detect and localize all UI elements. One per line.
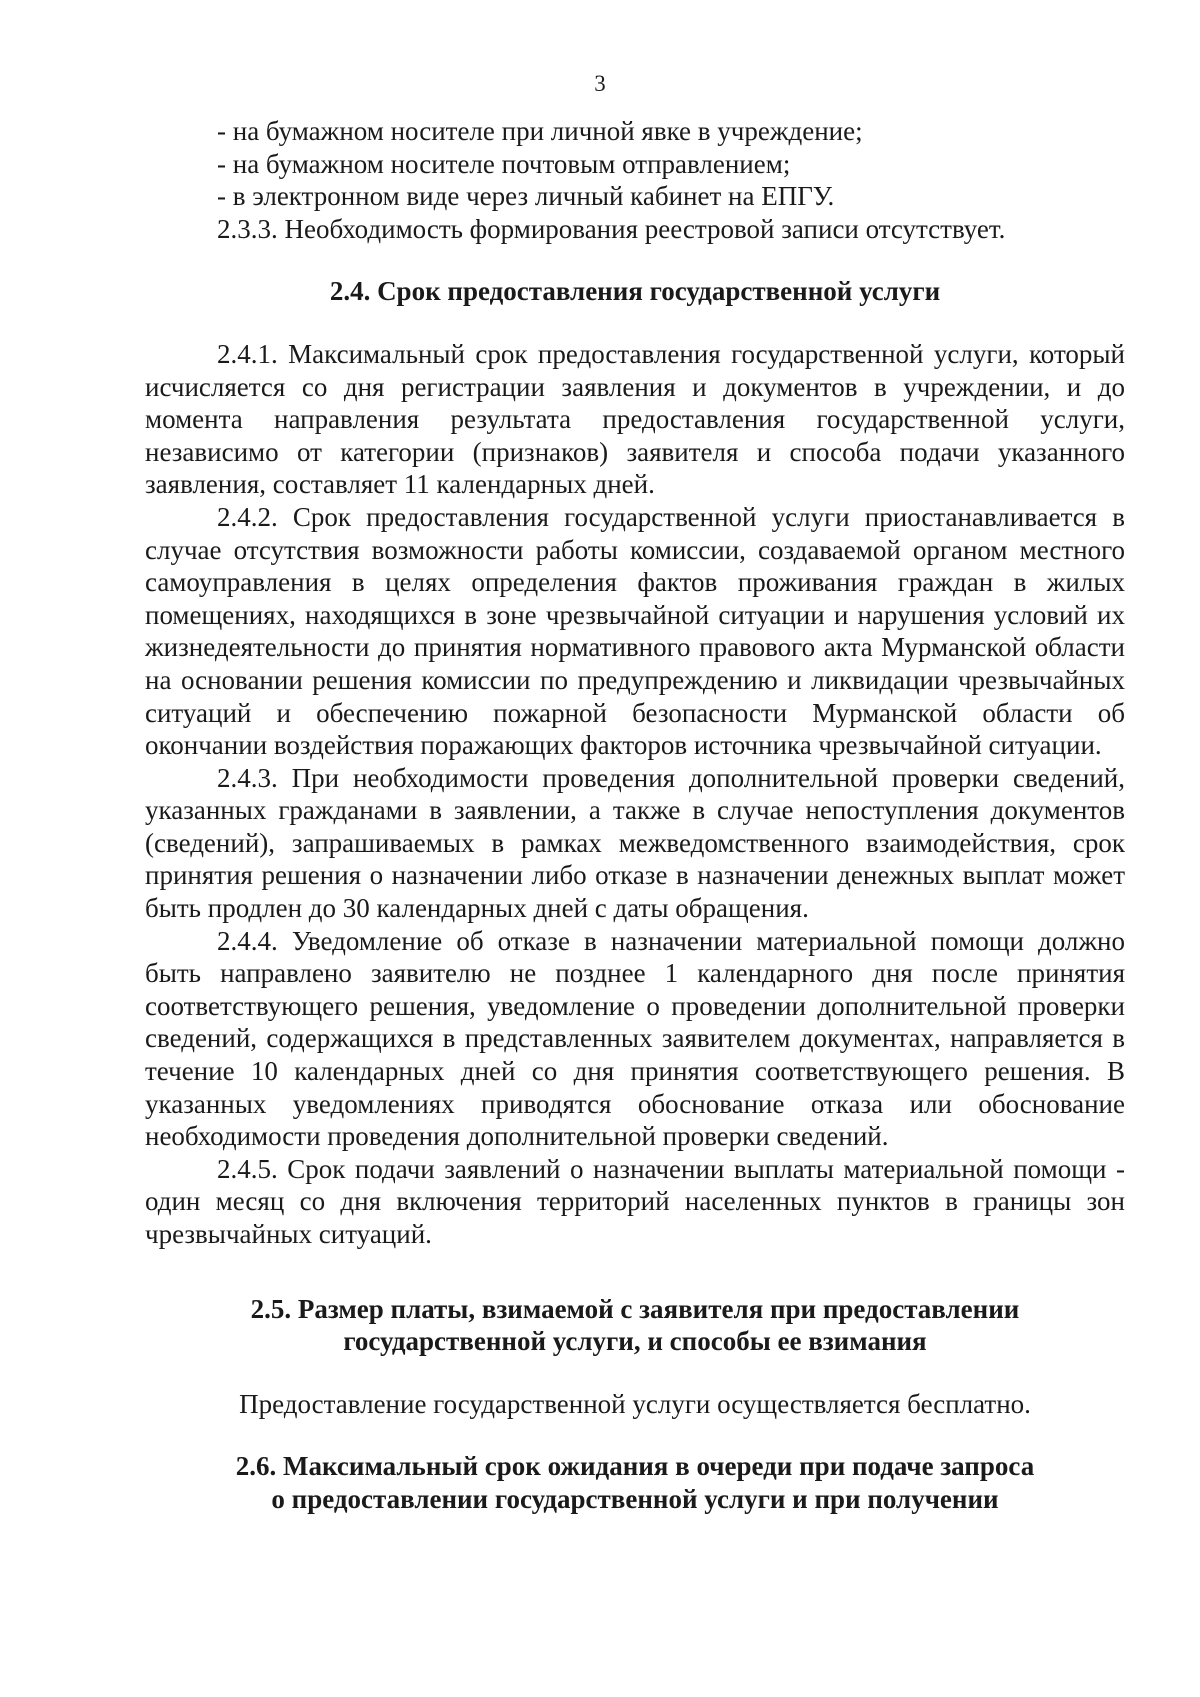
section-heading-2-6-line-2: о предоставлении государственной услуги и при получении xyxy=(271,1483,999,1514)
section-heading-2-6 xyxy=(145,1450,1125,1515)
paragraph-2-4-4: 2.4.4. Уведомление об отказе в назначении материальной помощи должно быть направлено заявителю не позднее 1 календарного дня после принятия соответствующего решения, уведомление о проведении дополнительной проверки сведений, содержащихся в представленных заявителем документах, направляется в течение 10 календарных дней со дня принятия соответствующего решения. В указанных уведомлениях приводятся обоснование отказа или обоснование необходимости проведения дополнительной проверки сведений. xyxy=(145,925,1125,1152)
paragraph-2-4-5: 2.4.5. Срок подачи заявлений о назначении выплаты материальной помощи - один месяц со дня включения территорий населенных пунктов в границы зон чрезвычайных ситуаций. xyxy=(145,1153,1125,1249)
list-item: - на бумажном носителе почтовым отправлением; xyxy=(217,148,791,179)
section-heading-2-6-line-1: 2.6. Максимальный срок ожидания в очереди при подаче запроса xyxy=(235,1451,1035,1482)
section-heading-2-5-line-2: государственной услуги, и способы ее взимания xyxy=(343,1326,927,1357)
spacer xyxy=(145,245,1125,275)
document-body xyxy=(145,115,1125,1516)
spacer xyxy=(145,308,1125,338)
paragraph-2-4-3: 2.4.3. При необходимости проведения дополнительной проверки сведений, указанных гражданами в заявлении, а также в случае непоступления документов (сведений), запрашиваемых в рамках межведомственного взаимодействия, срок принятия решения о назначении либо отказе в назначении денежных выплат может быть продлен до 30 календарных дней с даты обращения. xyxy=(145,762,1125,924)
spacer xyxy=(145,1251,1125,1293)
section-heading-2-5 xyxy=(145,1293,1125,1358)
section-heading-2-5-line-1: 2.5. Размер платы, взимаемой с заявителя при предоставлении xyxy=(250,1293,1020,1324)
list-item: - на бумажном носителе при личной явке в учреждение; xyxy=(217,116,863,146)
section-heading-2-4: 2.4. Срок предоставления государственной услуги xyxy=(329,276,941,307)
spacer xyxy=(145,1358,1125,1388)
list-item: - в электронном виде через личный кабинет на ЕПГУ. xyxy=(217,181,835,212)
paragraph-2-4-2: 2.4.2. Срок предоставления государственной услуги приостанавливается в случае отсутствия возможности работы комиссии, создаваемой органом местного самоуправления в целях определения фактов проживания граждан в жилых помещениях, находящихся в зоне чрезвычайной ситуации и нарушения условий их жизнедеятельности до принятия нормативного правового акта Мурманской области на основании решения комиссии по предупреждению и ликвидации чрезвычайных ситуаций и обеспечению пожарной безопасности Мурманской области об окончании воздействия поражающих факторов источника чрезвычайной ситуации. xyxy=(145,501,1125,761)
page-number: 3 xyxy=(594,71,606,96)
paragraph-2-4-1: 2.4.1. Максимальный срок предоставления государственной услуги, который исчисляется со дня регистрации заявления и документов в учреждении, и до момента направления результата предоставления государственной услуги, независимо от категории (признаков) заявителя и способа подачи указанного заявления, составляет 11 календарных дней. xyxy=(145,338,1125,500)
paragraph-2-5: Предоставление государственной услуги осуществляется бесплатно. xyxy=(239,1388,1031,1419)
paragraph-2-3-3: 2.3.3. Необходимость формирования реестровой записи отсутствует. xyxy=(217,213,1006,244)
spacer xyxy=(145,1420,1125,1450)
